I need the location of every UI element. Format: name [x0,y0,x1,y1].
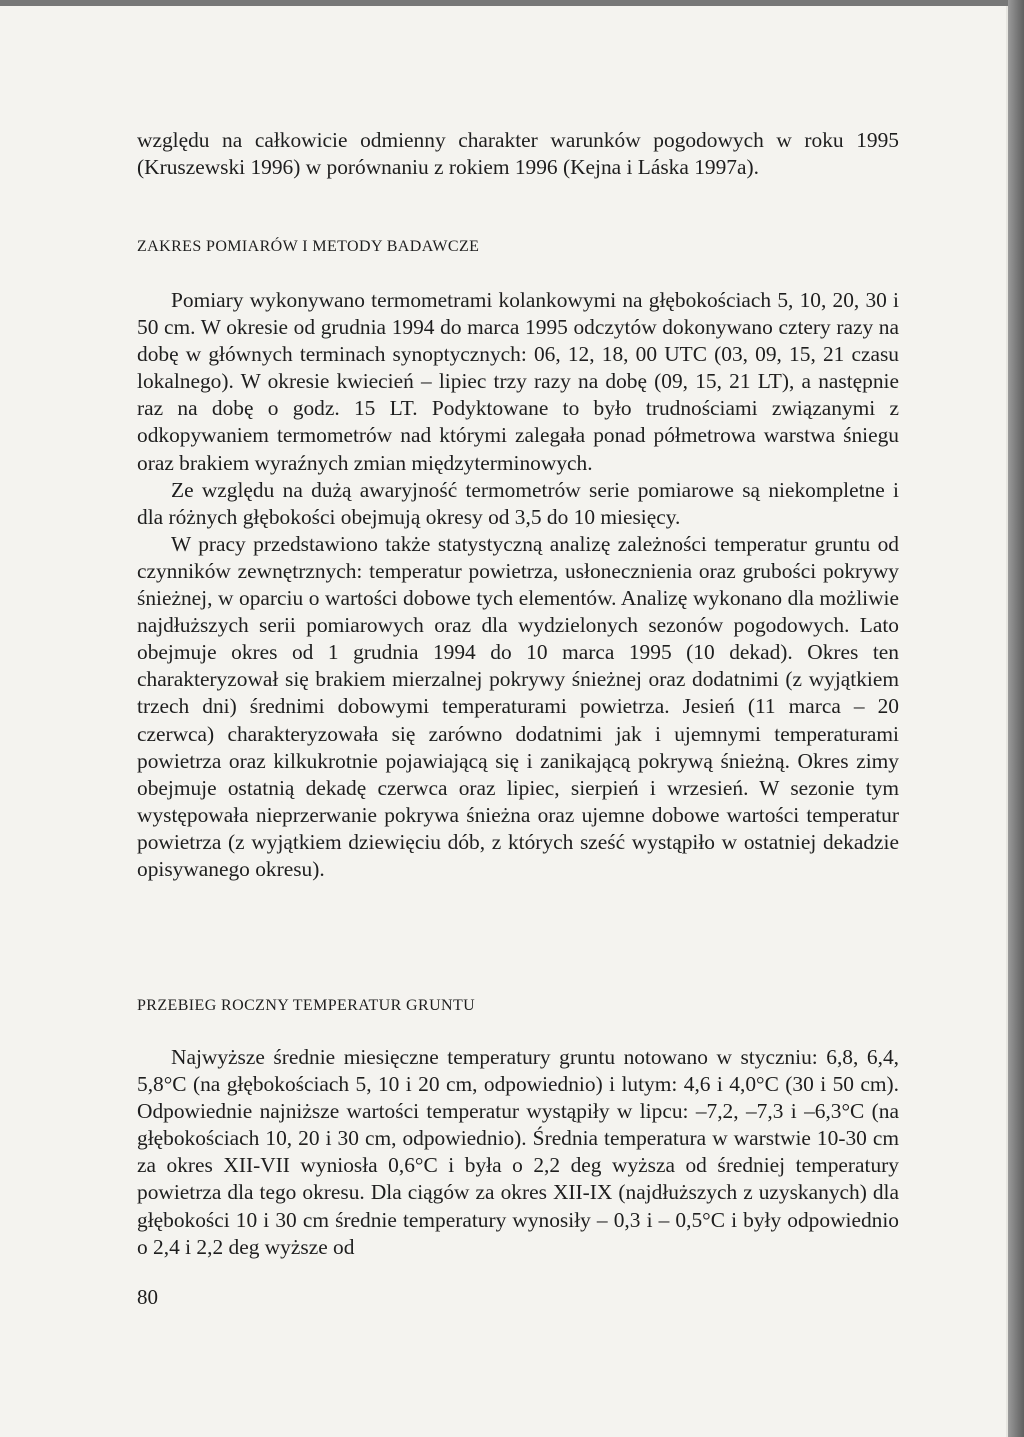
continuation-text [137,127,899,181]
continuation-paragraph: względu na całkowicie odmienny charakter warunków pogodowych w roku 1995 (Kruszewski 1996) w porównaniu z rokiem 1996 (Kejna i Láska 1997a). [137,128,899,180]
page-number: 80 [137,1285,158,1309]
book-page [0,6,1008,1437]
paragraph: Najwyższe średnie miesięczne temperatury gruntu notowano w styczniu: 6,8, 6,4, 5,8°C (na głębokościach 5, 10 i 20 cm, odpowiednio) i lutym: 4,6 i 4,0°C (30 i 50 cm). Odpowiednie najniższe wartości temperatur wystąpiły w lipcu: –7,2, –7,3 i –6,3°C (na głębokościach 10, 20 i 30 cm, odpowiednio). Średnia temperatura w warstwie 10-30 cm za okres XII-VII wyniosła 0,6°C i była o 2,2 deg wyższa od średniej temperatury powietrza dla tego okresu. Dla ciągów za okres XII-IX (najdłuższych z uzyskanych) dla głębokości 10 i 30 cm średnie temperatury wynosiły – 0,3 i – 0,5°C i były odpowiednio o 2,4 i 2,2 deg wyższe od [137,1045,899,1259]
section-body-annual-course [137,1044,899,1261]
section-heading-methods: ZAKRES POMIARÓW I METODY BADAWCZE [137,238,480,255]
paragraph: Pomiary wykonywano termometrami kolankowymi na głębokościach 5, 10, 20, 30 i 50 cm. W okresie od grudnia 1994 do marca 1995 odczytów dokonywano cztery razy na dobę w głównych terminach synoptycznych: 06, 12, 18, 00 UTC (03, 09, 15, 21 czasu lokalnego). W okresie kwiecień – lipiec trzy razy na dobę (09, 15, 21 LT), a następnie raz na dobę o godz. 15 LT. Podyktowane to było trudnościami związanymi z odkopywaniem termometrów nad którymi zalegała ponad półmetrowa warstwa śniegu oraz brakiem wyraźnych zmian międzyterminowych. [137,288,899,475]
paragraph: Ze względu na dużą awaryjność termometrów serie pomiarowe są niekompletne i dla różnych głębokości obejmują okresy od 3,5 do 10 miesięcy. [137,477,899,529]
section-heading-annual-course: PRZEBIEG ROCZNY TEMPERATUR GRUNTU [137,997,476,1014]
scan-right-edge [1008,0,1024,1437]
paragraph: W pracy przedstawiono także statystyczną analizę zależności temperatur gruntu od czynników zewnętrznych: temperatur powietrza, usłonecznienia oraz grubości pokrywy śnieżnej, w oparciu o wartości dobowe tych elementów. Analizę wykonano dla możliwie najdłuższych serii pomiarowych oraz dla wydzielonych sezonów pogodowych. Lato obejmuje okres od 1 grudnia 1994 do 10 marca 1995 (10 dekad). Okres ten charakteryzował się brakiem mierzalnej pokrywy śnieżnej oraz dodatnimi (z wyjątkiem trzech dni) średnimi dobowymi temperaturami powietrza. Jesień (11 marca – 20 czerwca) charakteryzowała się zarówno dodatnimi jak i ujemnymi temperaturami powietrza oraz kilkukrotnie pojawiającą się i zanikającą pokrywą śnieżną. Okres zimy obejmuje ostatnią dekadę czerwca oraz lipiec, sierpień i wrzesień. W sezonie tym występowała nieprzerwanie pokrywa śnieżna oraz ujemne dobowe wartości temperatur powietrza (z wyjątkiem dziewięciu dób, z których sześć wystąpiło w ostatniej dekadzie opisywanego okresu). [137,531,899,881]
section-body-methods [137,287,899,883]
